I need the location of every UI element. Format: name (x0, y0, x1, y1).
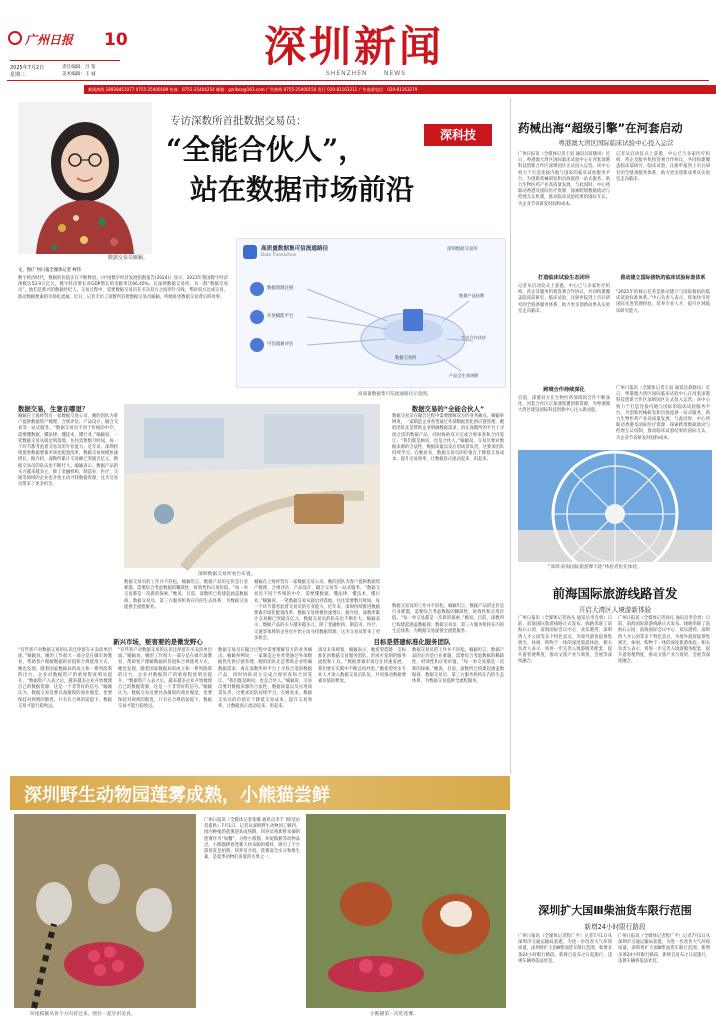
diagram-node-label: 数据资源注册 (267, 286, 294, 291)
right-top-body3: 目前，深港双方在生物医药领域的合作不断深化，河套合作区正加速集聚创新资源，为粤港澳大湾区建设国际科技创新中心注入新动能。 (518, 396, 610, 414)
right-mid-body-b: 广州日报讯（全媒体记者孙凡 通讯员李会勇）日前，前海国际旅游线路正式发布。线路串联了前海石公园、前海国际会议中心、欢乐港湾、深圳湾人才公园等多个特色景点，为境外游客提供集观光、休闲、购物于一体的深度旅游体验。相关负责人表示，将进一步完善入境游服务配套，提升游客便利度，推动文旅产业与商贸、会展等深度融合。 (618, 616, 710, 665)
page-title-en: NEWS (384, 70, 407, 77)
editor-credit: 责任编辑：吕 鉴 (62, 65, 96, 70)
red-panda-caption: 小熊猫第一次吃莲雾。 (370, 1012, 418, 1017)
diagram-node (267, 285, 293, 291)
right-top-heading2: 推动建立国际接轨的临床试验标准体系 (620, 275, 706, 281)
lead-byline: 文、图/广州日报全媒体记者 柯伟 (18, 268, 81, 273)
diagram-title: 高质量数据集可信流通路径 (261, 246, 329, 252)
lead-tag-label: 深科技 (439, 128, 476, 142)
lead-photo (18, 102, 152, 254)
lead-intro: 数字经济时代，数据的价值正在不断释放。《中国数字经济发展指数报告(2024)》显示，2023年我国数字经济规模达53.9万亿元，数字经济增长对GDP增长的贡献率达66.45%。在深圳数据交易所，有一群“数据交易员”，他们是新兴的数据经纪人。交易过程中，需要数据交易员在买卖双方之间穿针引线，帮助双方达成交易，推动数据要素的市场化流通。近日，记者专访了深数所首批数据交易员喻颖，听她讲述数据交易背后的故事。 (18, 276, 228, 300)
diagram-node (449, 373, 478, 379)
bottom-col-2: “有些客户对数据交易的认识还停留在买卖清单层面。”喻颖说，她的工作很大一部分是在做市场教育，帮助客户理解数据的价值和合规使用方式。她也发现，随着国家数据局的成立和一系列政策的出台，企业对数据资产的重视程度明显提升。“数据资产入表之后，越来越多企业开始梳理自己的数据资源，这是一个非常好的信号。”喻颖认为，数据交易员要具备敏锐的商业嗅觉，也要保持对规则的敬畏。只有在合规的前提下，数据交易才能行稳致远。 (118, 648, 212, 709)
paper-logo-icon (8, 31, 22, 45)
ferris-caption: “深圳·前海国际旅游摩天轮”体验者抢先体验。 (548, 565, 642, 570)
col2-heading: 数据交易的“全能合伙人” (411, 405, 485, 413)
building-photo (124, 404, 380, 568)
right-mid-subtitle: 开启大湾区人境游新体验 (578, 606, 652, 614)
diagram-node-label: 数据产品挂牌 (459, 293, 485, 298)
col3-heading: 目标是搭建标准化服务团队 (373, 638, 451, 646)
col1-body: 喻颖在上海经营有一家数据交易公司，她的团队为客户提供数据资产梳理、合规评估、产品设计、撮合交易等一站式服务。“数据交易员不同于传统的中介，需要懂数据、懂法律、懂技术、懂行业。”喻颖说，一笔数据交易从接洽到落地，往往需要数月时间，每一个环节都考验着交易员的专业能力。近年来，深圳持续推进数据要素市场化配置改革，数据交易规模快速增长。据介绍，深数所累计交易额已突破百亿元，数据交易员的队伍也不断壮大。喻颖表示，数据产品的买方越来越多元，除了金融机构，制造业、医疗、交通等领域的企业也开始主动寻找数据资源，这为交易员带来了更多机会。 (18, 414, 118, 488)
diagram-node-label: 可信流通评估 (267, 342, 294, 347)
page-title: 深圳新闻 (263, 22, 444, 71)
panda-banner (10, 776, 510, 810)
col2-body: 数据交易员在撮合过程中需要理解双方的业务痛点。喻颖举例说，一家制造企业希望通过外部数据优化供应链管理，她的团队先是帮助企业明确数据需求，再在深数所的平台上寻找合适的数据产品，同时协助双方完成合规审查和合同签订。“我们既是顾问，也是合伙人。”喻颖说，交易员要对数据来源的合法性、数据质量以及应用场景负责，这要求团队持续学习。在她看来，数据交易员的价值在于降低交易成本、提升交易效率，让数据真正流动起来、用起来。 (392, 414, 504, 463)
lemur-photo (14, 814, 196, 1008)
designer-credit: 美术编辑：王 诚 (62, 72, 96, 77)
diagram-node (267, 341, 293, 347)
diagram-node (267, 313, 293, 319)
right-top-body-a: 广州日报讯（全媒体记者王羽 通讯员蒋晓岚）近日，粤港澳大湾区国际临床试验中心在河套深港科技创新合作区深圳园区正式投入运营。该中心致力于打造连接内地与国际的临床试验服务平台，为创新药械研发和出海提供一站式服务，助力生物医药产业高质量发展。与此同时，中心将联动香港及国际医疗资源，探索跨境数据流动与伦理互认机制，推动临床试验结果的国际互认，为企业节省研发时间和成本。 (518, 152, 610, 207)
data-flow-diagram (236, 238, 506, 388)
page-title-pinyin: SHENZHEN (326, 70, 368, 77)
paper-name: 广州日报 (25, 33, 74, 47)
masthead (0, 0, 716, 88)
lead-photo-caption: 数据交易员喻颖。 (108, 255, 149, 261)
issue-weekday: 星期三 (10, 72, 26, 78)
right-top-subtitle: 粤港澳大湾区国际临床试验中心投入运营 (558, 139, 674, 147)
diagram-node-label: 产品全生命周期 (449, 373, 479, 378)
masthead-divider (10, 60, 120, 61)
lead-tag (424, 124, 492, 146)
diagram-caption: 高质量数据集可信流通路径示意图。 (358, 392, 432, 397)
page-number: 10 (104, 30, 128, 50)
col1-heading: 数据交易，生意在哪里？ (18, 405, 89, 413)
column-divider (510, 98, 511, 774)
lead-title-line2: 站在数据市场前沿 (190, 173, 415, 206)
right-top-heading1: 打造临床试验生态闭环 (538, 275, 590, 281)
right-mid-body-a: 广州日报讯（全媒体记者孙凡 通讯员李会勇）日前，前海国际旅游线路正式发布。线路串联了前海石公园、前海国际会议中心、欢乐港湾、深圳湾人才公园等多个特色景点，为境外游客提供集观光、休闲、购物于一体的深度旅游体验。相关负责人表示，将进一步完善入境游服务配套，提升游客便利度，推动文旅产业与商贸、会展等深度融合。 (518, 616, 612, 665)
right-top-body2: “2025年的核心任务是推动建立与国际接轨的临床试验标准体系。”中心负责人表示，将加快引进国际先进管理经验，培养专业人才，提升区域临床研究能力。 (616, 290, 710, 314)
right-bottom-subtitle: 新增24小时限行路段 (584, 923, 646, 931)
diagram-node-label: 开放赋能平台 (267, 314, 294, 319)
lemur-caption: 环尾狐猴从各个方向冒过来，围住一起享用美食。 (30, 1012, 136, 1017)
col2-continued: 数据交易员的工作并不轻松。喻颖坦言，数据产品的定价是行业难题，需要综合考虑数据的稀缺性、时效性和应用价值。“每一单交易都是一次新的探索。”她说。目前，深数所已构建起涵盖数据商、数据交易员、第三方服务机构在内的生态体系，为数据交易提供全流程服务。 (392, 604, 504, 634)
bottom-col-1: “有些客户对数据交易的认识还停留在买卖清单层面。”喻颖说，她的工作很大一部分是在做市场教育，帮助客户理解数据的价值和合规使用方式。她也发现，随着国家数据局的成立和一系列政策的出台，企业对数据资产的重视程度明显提升。“数据资产入表之后，越来越多企业开始梳理自己的数据资源，这是一个非常好的信号。”喻颖认为，数据交易员要具备敏锐的商业嗅觉，也要保持对规则的敬畏。只有在合规的前提下，数据交易才能行稳致远。 (18, 648, 112, 709)
masthead-rule (7, 80, 709, 81)
bottom-heading: 新兴市场，赃害要的是微发野心 (113, 638, 203, 646)
right-top-body3b: 广州日报讯（全媒体记者王羽 通讯员蒋晓岚）近日，粤港澳大湾区国际临床试验中心在河套深港科技创新合作区深圳园区正式投入运营。该中心致力于打造连接内地与国际的临床试验服务平台，为创新药械研发和出海提供一站式服务，助力生物医药产业高质量发展。与此同时，中心将联动香港及国际医疗资源，探索跨境数据流动与伦理互认机制，推动临床试验结果的国际互认，为企业节省研发时间和成本。 (616, 386, 710, 441)
contact-bar (84, 85, 716, 94)
col3-body-b: 数据交易员的工作并不轻松。喻颖坦言，数据产品的定价是行业难题，需要综合考虑数据的稀缺性、时效性和应用价值。“每一单交易都是一次新的探索。”她说。目前，深数所已构建起涵盖数据商、数据交易员、第三方服务机构在内的生态体系，为数据交易提供全流程服务。 (412, 648, 504, 685)
right-bottom-body-b: 广州日报讯（全媒体记者程广平）记者7月1日从深圳市交通运输局获悉，为进一步改善大气环境质量，深圳将扩大国Ⅲ柴油货车限行范围，新增多条24小时限行路段。新规自发布之日起施行，违规车辆将依法处罚。 (618, 934, 710, 964)
lead-kicker: 专访深数所首批数据交易员： (170, 115, 307, 127)
right-top-body1: 记者从启动仪式上获悉，中心已与多家医疗机构、药企及服务机构签署合作协议，共同构建覆盖临床前研究、临床试验、注册申报到上市后研究的全链条服务体系，助力更多创新成果从实验室走向临床。 (518, 284, 610, 314)
diagram-node-label: 生态合作伙伴 (461, 335, 487, 340)
red-panda-photo (306, 814, 506, 1008)
panda-banner-title: 深圳野生动物园莲雾成熟，小熊猫尝鲜 (24, 785, 330, 806)
diagram-center-label: 数据交易所 (395, 356, 417, 361)
right-bottom-body-a: 广州日报讯（全媒体记者程广平）记者7月1日从深圳市交通运输局获悉，为进一步改善大气环境质量，深圳将扩大国Ⅲ柴油货车限行范围，新增多条24小时限行路段。新规自发布之日起施行，违规车辆将依法处罚。 (518, 934, 612, 964)
panda-body: 广州日报讯（全媒体记者张娜 通讯员李丰 图/受访者提供）7月1日，记者从深圳野生动物园了解到，园内种植的莲雾迎来成熟期，饲养员将新鲜采摘的莲雾作为“加餐”，分给小熊猫、环尾狐猴等动物品尝。小熊猫捧着莲雾大快朵颐的模样，吸引了不少游客驻足拍照。饲养员介绍，莲雾富含水分和维生素，是夏季动物们喜爱的水果之一。 (204, 818, 300, 861)
col-mid-right: 喻颖在上海经营有一家数据交易公司，她的团队为客户提供数据资产梳理、合规评估、产品设计、撮合交易等一站式服务。“数据交易员不同于传统的中介，需要懂数据、懂法律、懂技术、懂行业。”喻颖说，一笔数据交易从接洽到落地，往往需要数月时间，每一个环节都考验着交易员的专业能力。近年来，深圳持续推进数据要素市场化配置改革，数据交易规模快速增长。据介绍，深数所累计交易额已突破百亿元，数据交易员的队伍也不断壮大。喻颖表示，数据产品的买方越来越多元，除了金融机构，制造业、医疗、交通等领域的企业也开始主动寻找数据资源，这为交易员带来了更多机会。 (254, 580, 380, 641)
diagram-node (459, 293, 484, 299)
contact-bar-text: 新闻热线 18928451077 0755-25400189 传真：0755-25404254 邮箱：gzribsz@163.com 广告热线 0755-25400150 发行 020-81163211 广告监督电话：020-81163279 (88, 87, 418, 92)
diagram-org: 深圳数据交易所 (447, 247, 478, 252)
right-bottom-title: 深圳扩大国Ⅲ柴油货车限行范围 (538, 904, 692, 917)
bottom-col-3: 数据交易员在撮合过程中需要理解双方的业务痛点。喻颖举例说，一家制造企业希望通过外部数据优化供应链管理，她的团队先是帮助企业明确数据需求，再在深数所的平台上寻找合适的数据产品，同时协助双方完成合规审查和合同签订。“我们既是顾问，也是合伙人。”喻颖说，交易员要对数据来源的合法性、数据质量以及应用场景负责，这要求团队持续学习。在她看来，数据交易员的价值在于降低交易成本、提升交易效率，让数据真正流动起来、用起来。 (218, 648, 312, 709)
col3-body-a: 谈及未来规划，喻颖表示，她希望搭建一支标准化的数据交易服务团队，形成可复制的服务流程和工具。“数据要素市场还在快速发展，我们要在实践中不断总结经验。”她希望更多专业人才加入数据交易员队伍，共同推动数据要素价值的释放。 (318, 648, 406, 685)
ferris-wheel-photo (518, 450, 712, 562)
right-top-body-b: 记者从启动仪式上获悉，中心已与多家医疗机构、药企及服务机构签署合作协议，共同构建覆盖临床前研究、临床试验、注册申报到上市后研究的全链条服务体系，助力更多创新成果从实验室走向临床。 (616, 152, 710, 182)
right-top-heading3: 跨境合作持续深化 (543, 387, 585, 393)
diagram-node (461, 335, 486, 341)
issue-date: 2025年7月2日 (10, 65, 45, 71)
right-top-title: 药械出海“超级引擎”在河套启动 (518, 121, 683, 135)
lead-title-line1: “全能合伙人”， (166, 133, 367, 166)
diagram-subtitle: Data Transaction (261, 252, 297, 257)
col-mid-left: 数据交易员的工作并不轻松。喻颖坦言，数据产品的定价是行业难题，需要综合考虑数据的稀缺性、时效性和应用价值。“每一单交易都是一次新的探索。”她说。目前，深数所已构建起涵盖数据商、数据交易员、第三方服务机构在内的生态体系，为数据交易提供全流程服务。 (124, 580, 248, 610)
right-mid-title: 前海国际旅游线路首发 (552, 586, 678, 601)
building-caption: 深圳数据交易所看台布置。 (198, 572, 256, 577)
